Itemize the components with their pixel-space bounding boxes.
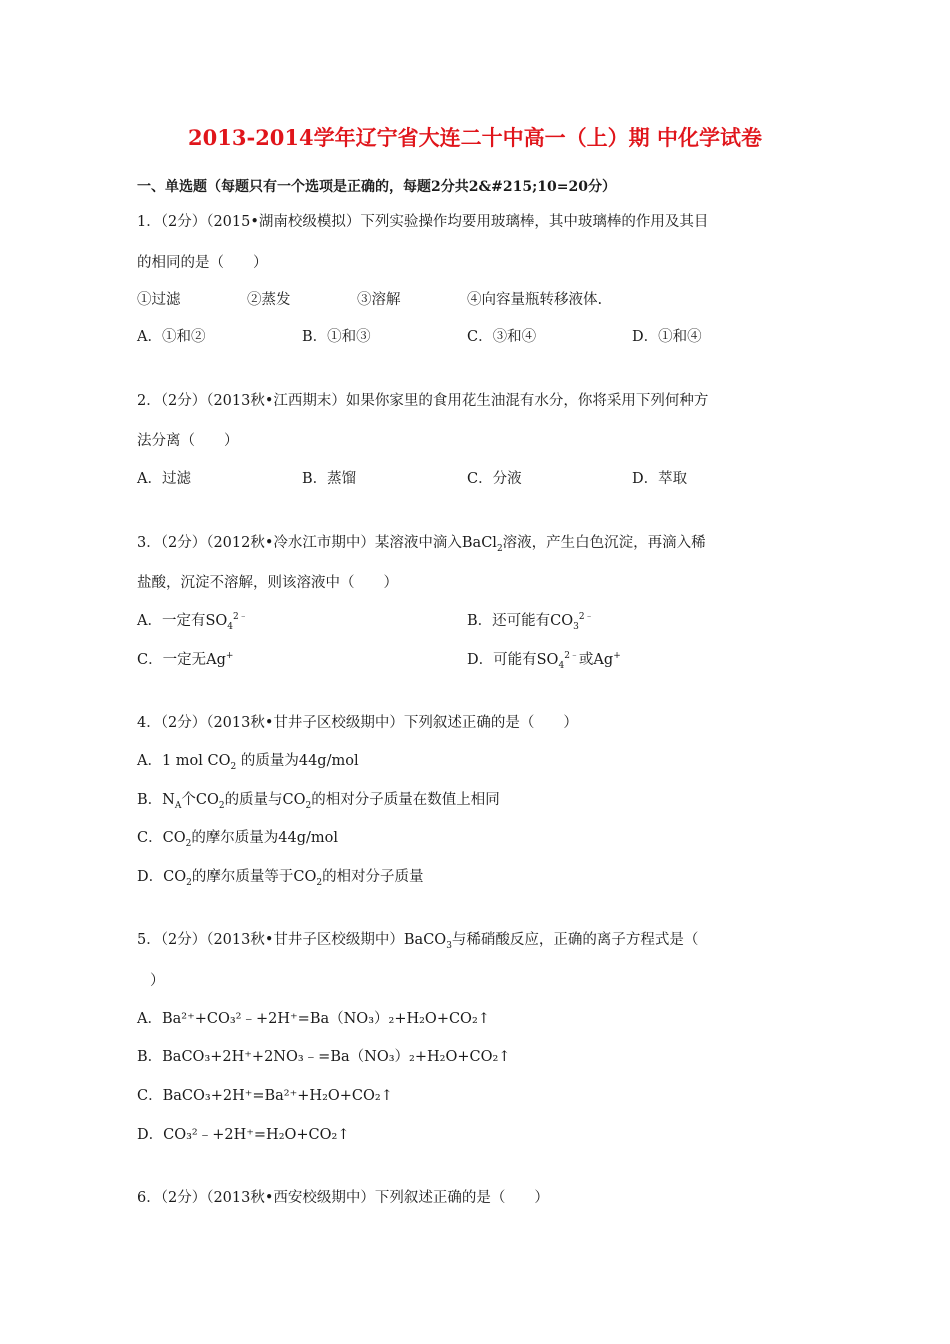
q1-option-a: A．①和② bbox=[137, 329, 206, 345]
q3-option-c: C．一定无Ag+ bbox=[137, 651, 234, 668]
q5-option-d: D．CO₃²﹣+2H⁺=H₂O+CO₂↑ bbox=[137, 1127, 350, 1143]
q1-option-b: B．①和③ bbox=[302, 329, 371, 345]
q2-option-a: A．过滤 bbox=[137, 471, 191, 487]
q4-option-c: C．$CO_2$的摩尔质量为44g/mol bbox=[137, 830, 339, 849]
question-3-stem: 3．（2分）（2012秋•冷水江市期中）某溶液中滴入BaCl$_2$溶液，产生白色沉淀，再滴入稀 bbox=[137, 535, 706, 554]
q4-option-d: D．$CO_2$的摩尔质量等于$CO_2$的相对分子质量 bbox=[137, 869, 424, 888]
q2-option-c: C．分液 bbox=[467, 471, 522, 487]
q2-option-b: B．蒸馏 bbox=[302, 471, 357, 487]
q5-option-c: C．BaCO₃+2H⁺=Ba²⁺+H₂O+CO₂↑ bbox=[137, 1088, 393, 1104]
q1-option-d: D．①和④ bbox=[632, 329, 702, 345]
q2-option-d: D．萃取 bbox=[632, 471, 688, 487]
q5-option-a: A．Ba²⁺+CO₃²﹣+2H⁺=Ba（NO₃）₂+H₂O+CO₂↑ bbox=[137, 1011, 490, 1027]
question-1-stem: 1．（2分）（2015•湖南校级模拟）下列实验操作均要用玻璃棒，其中玻璃棒的作用及其目 bbox=[137, 214, 709, 230]
question-4-stem: 4．（2分）（2013秋•甘井子区校级期中）下列叙述正确的是（ ） bbox=[137, 715, 578, 731]
question-3-stem-cont: 盐酸，沉淀不溶解，则该溶液中（ ） bbox=[137, 575, 398, 591]
q4-option-a: A．1 mol $CO_2$ 的质量为44g/mol bbox=[137, 753, 359, 772]
question-5-stem: 5．（2分）（2013秋•甘井子区校级期中）BaCO$_3$与稀硝酸反应，正确的离子方程式是（ bbox=[137, 932, 699, 951]
q3-option-a: A．一定有$SO_4^{2﹣}$ bbox=[137, 612, 248, 632]
q1-item-3: ③溶解 bbox=[357, 292, 401, 308]
q1-item-2: ②蒸发 bbox=[247, 292, 291, 308]
section-heading: 一、单选题（每题只有一个选项是正确的，每题2分共2&#215;10=20分） bbox=[137, 179, 616, 195]
question-6-stem: 6．（2分）（2013秋•西安校级期中）下列叙述正确的是（ ） bbox=[137, 1190, 549, 1206]
question-1-stem-cont: 的相同的是（ ） bbox=[137, 255, 268, 271]
q1-option-c: C．③和④ bbox=[467, 329, 537, 345]
q5-option-b: B．BaCO₃+2H⁺+2NO₃﹣=Ba（NO₃）₂+H₂O+CO₂↑ bbox=[137, 1049, 511, 1065]
q4-option-b: B．$N_A$个$CO_2$的质量与$CO_2$的相对分子质量在数值上相同 bbox=[137, 792, 500, 811]
q3-option-b: B．还可能有$CO_3^{2﹣}$ bbox=[467, 612, 594, 632]
q3-option-d: D．可能有$SO_4^{2﹣}$或Ag+ bbox=[467, 651, 621, 671]
question-2-stem-cont: 法分离（ ） bbox=[137, 433, 239, 449]
q1-item-4: ④向容量瓶转移液体. bbox=[467, 292, 603, 308]
q1-item-1: ①过滤 bbox=[137, 292, 181, 308]
question-5-stem-cont: ） bbox=[150, 973, 165, 989]
question-2-stem: 2．（2分）（2013秋•江西期末）如果你家里的食用花生油混有水分，你将采用下列何种方 bbox=[137, 393, 709, 409]
exam-title: 2013-2014学年辽宁省大连二十中高一（上）期 中化学试卷 bbox=[188, 125, 762, 150]
